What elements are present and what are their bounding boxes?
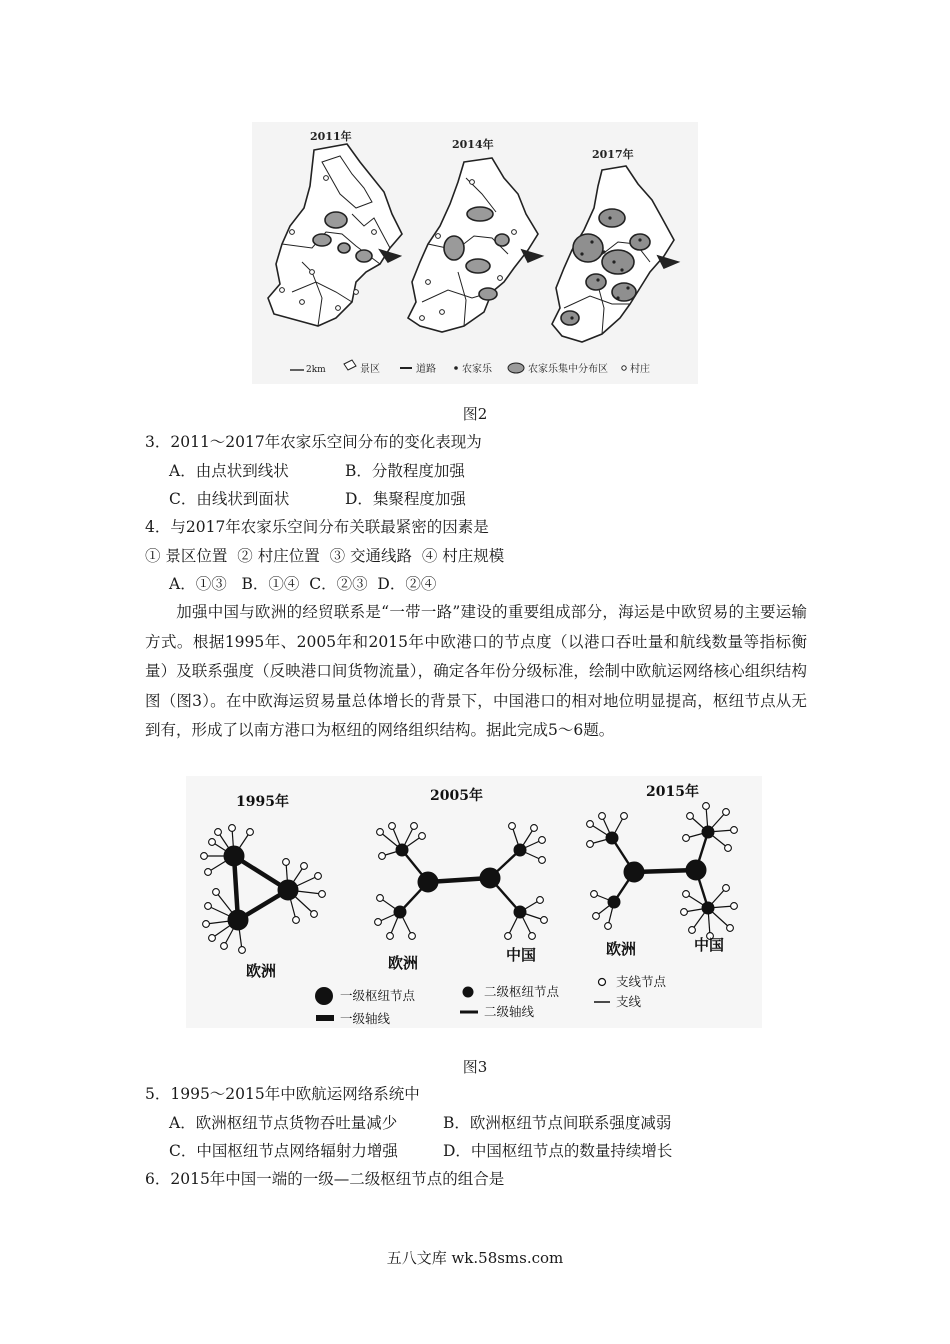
farm-icon [454,366,458,370]
q5-option-b: B．欧洲枢纽节点间联系强度减弱 [443,1114,672,1132]
village-icon [622,366,626,370]
q4-options: A．①③ B．①④ C．②③ D．②④ [169,575,437,593]
cluster-icon [508,363,524,373]
figure-3-network [186,776,762,1028]
passage [145,598,807,746]
network-year-label: 2015年 [646,784,699,800]
map-year-label: 2017年 [592,148,634,161]
network-year-label: 1995年 [236,794,289,810]
q4-stem: 4．与2017年农家乐空间分布关联最紧密的因素是 [145,518,489,536]
network-year-label: 2005年 [430,788,483,804]
map-year-label: 2011年 [310,130,352,143]
legend-scale-label: 2km [306,365,326,375]
page-footer: 五八文库 wk.58sms.com [386,1249,564,1267]
q3-option-b: B．分散程度加强 [345,462,465,480]
q3-option-d: D．集聚程度加强 [345,490,466,508]
legend-branch-line-label: 支线 [616,994,642,1009]
q5-option-c: C．中国枢纽节点网络辐射力增强 [169,1142,398,1160]
legend-scenic-label: 景区 [360,364,380,375]
figure-2-maps [252,122,698,384]
legend-branch-node-label: 支线节点 [616,974,667,989]
legend-axis1-label: 一级轴线 [340,1011,391,1026]
q3-option-a: A．由点状到线状 [169,462,289,480]
q5-stem: 5．1995～2015年中欧航运网络系统中 [145,1085,420,1103]
region-label-china: 中国 [506,946,537,964]
region-label-china: 中国 [694,936,725,954]
legend-hub1-label: 一级枢纽节点 [340,988,416,1003]
q5-option-d: D．中国枢纽节点的数量持续增长 [443,1142,673,1160]
region-label-europe: 欧洲 [388,954,419,972]
q6-stem: 6．2015年中国一端的一级—二级枢纽节点的组合是 [145,1170,505,1188]
legend-cluster-label: 农家乐集中分布区 [528,364,608,375]
region-label-europe: 欧洲 [246,962,277,980]
q4-factors: ① 景区位置 ② 村庄位置 ③ 交通线路 ④ 村庄规模 [145,547,505,565]
passage-text: 加强中国与欧洲的经贸联系是“一带一路”建设的重要组成部分，海运是中欧贸易的主要运输方式。根据1995年、2005年和2015年中欧港口的节点度（以港口吞吐量和航线数量等指标衡量）及联系强度（反映港口间货物流量），确定各年份分级标准，绘制中欧航运网络核心组织结构图（图3）。在中欧海运贸易量总体增长的背景下，中国港口的相对地位明显提高，枢纽节点从无到有，形成了以南方港口为枢纽的网络组织结构。据此完成5～6题。 [145,603,807,739]
legend-hub2-label: 二级枢纽节点 [484,984,560,999]
q5-option-a: A．欧洲枢纽节点货物吞吐量减少 [169,1114,398,1132]
region-label-europe: 欧洲 [606,940,637,958]
legend-axis2-label: 二级轴线 [484,1004,535,1019]
figure-2-caption: 图2 [462,405,488,423]
figure-3-caption: 图3 [462,1058,488,1076]
q3-stem: 3．2011～2017年农家乐空间分布的变化表现为 [145,433,482,451]
q3-option-c: C．由线状到面状 [169,490,290,508]
legend-village-label: 村庄 [630,364,650,375]
legend-road-label: 道路 [416,364,436,375]
map-year-label: 2014年 [452,138,494,151]
legend-farm-label: 农家乐 [462,364,492,375]
